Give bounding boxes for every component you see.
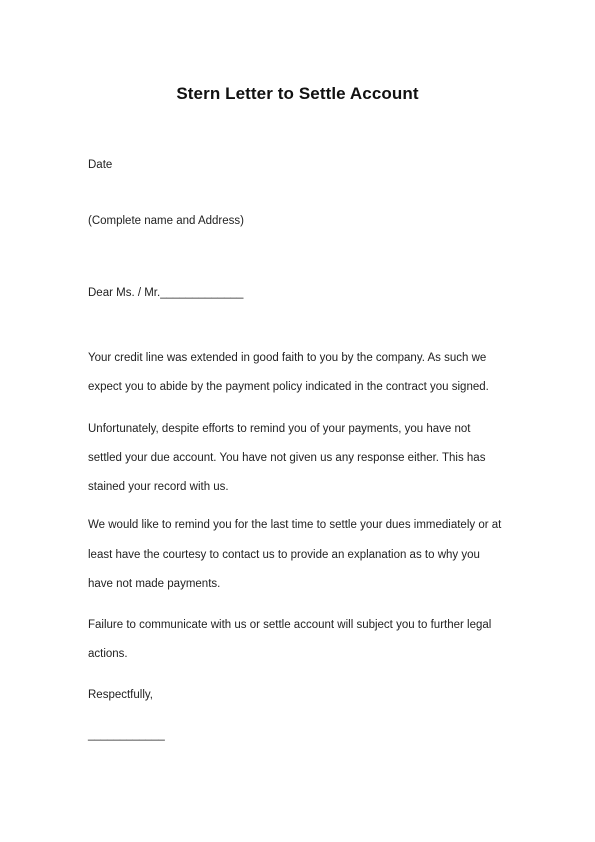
closing: Respectfully, xyxy=(88,689,153,701)
paragraph-line: have not made payments. xyxy=(88,578,221,590)
paragraph-line: actions. xyxy=(88,648,128,660)
paragraph-line: least have the courtesy to contact us to provide an explanation as to why you xyxy=(88,549,480,561)
recipient-placeholder: (Complete name and Address) xyxy=(88,215,244,227)
date-label: Date xyxy=(88,159,113,171)
paragraph-line: stained your record with us. xyxy=(88,481,229,493)
paragraph-line: settled your due account. You have not given us any response either. This has xyxy=(88,452,486,464)
salutation: Dear Ms. / Mr._____________ xyxy=(88,287,244,299)
paragraph-line: Unfortunately, despite efforts to remind you of your payments, you have not xyxy=(88,423,471,435)
paragraph-line: Failure to communicate with us or settle account will subject you to further legal xyxy=(88,619,492,631)
paragraph-line: expect you to abide by the payment policy indicated in the contract you signed. xyxy=(88,381,489,393)
paragraph-line: We would like to remind you for the last time to settle your dues immediately or at xyxy=(88,519,502,531)
paragraph-line: Your credit line was extended in good faith to you by the company. As such we xyxy=(88,352,487,364)
signature-line: ____________ xyxy=(88,729,165,741)
document-title: Stern Letter to Settle Account xyxy=(176,84,419,103)
